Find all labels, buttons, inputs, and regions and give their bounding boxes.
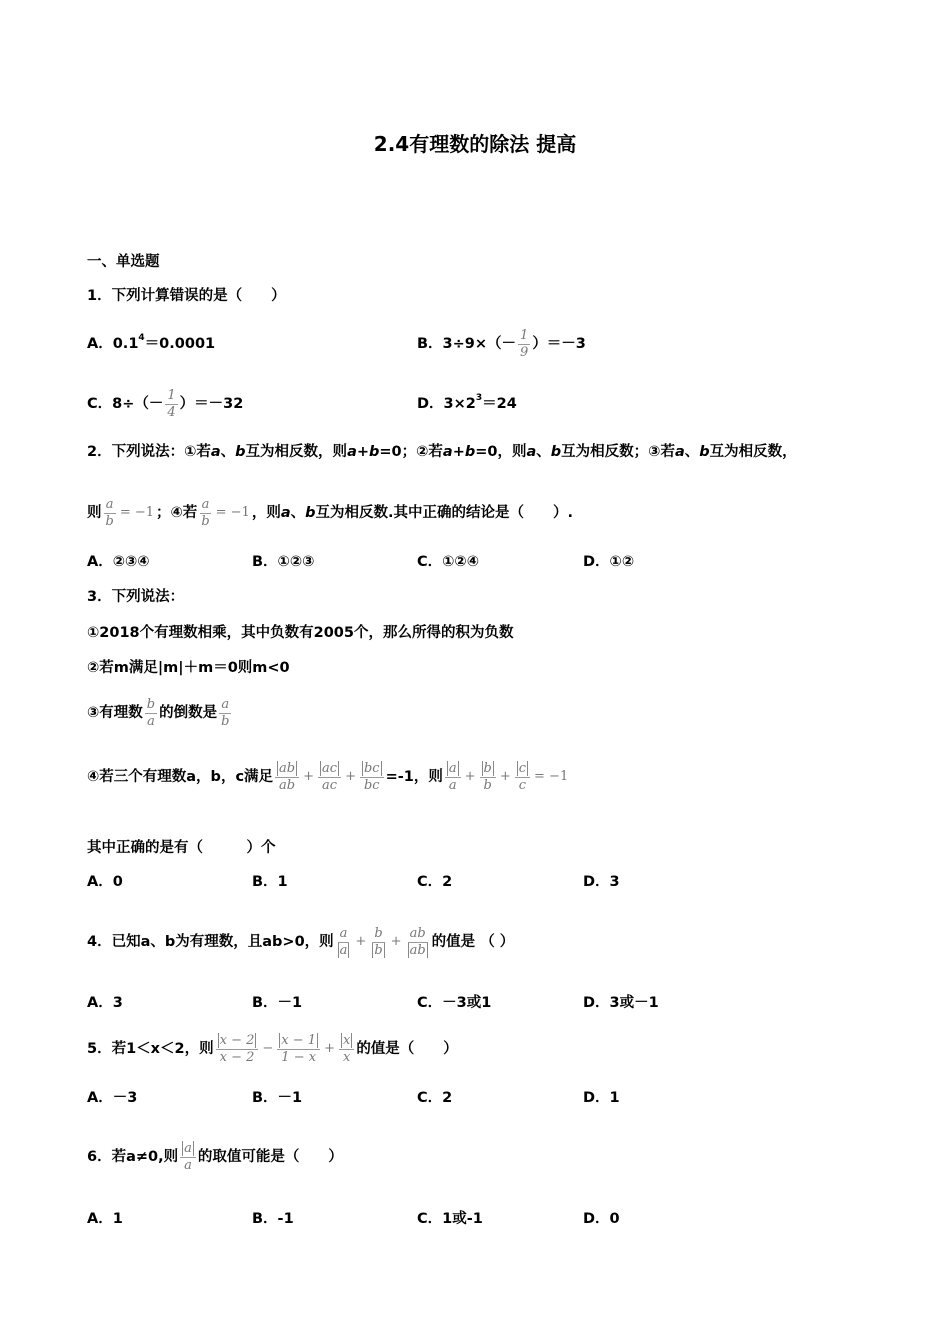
fraction: $\frac{ab}{ab}$	[409, 925, 426, 958]
fraction: $\frac{a}{b}$	[221, 696, 230, 729]
fraction: $\frac{1}{9}$	[520, 327, 529, 360]
q1-option-d[interactable]: D．$3\times 2^3=24$	[417, 393, 517, 412]
fraction: $\frac{a}{a}$	[339, 925, 348, 958]
q1-option-c[interactable]: C．8÷（－ $\frac{1}{4}$ ）＝－32	[87, 387, 244, 420]
q5-option-c[interactable]: C．2	[417, 1090, 453, 1106]
q2-option-d[interactable]: D．①②	[583, 554, 635, 570]
q4-option-a[interactable]: A．3	[87, 995, 123, 1011]
q2-option-c[interactable]: C．①②④	[417, 554, 479, 570]
fraction: $\frac{x - 2}{x - 2}$	[216, 1034, 259, 1064]
q2-option-b[interactable]: B．①②③	[252, 554, 315, 570]
q6-option-c[interactable]: C．1或-1	[417, 1211, 483, 1227]
q3-statement-1: ①2018个有理数相乘，其中负数有2005个，那么所得的积为负数	[87, 625, 514, 641]
q5-option-d[interactable]: D．1	[583, 1090, 620, 1106]
q3-tail: 其中正确的是有（ ）个	[87, 840, 276, 856]
q2-stem-line2: 则 $\frac{a}{b}$ = −1 ；④若 $\frac{a}{b}$ = −1 ，则a、b互为相反数.其中正确的结论是（ ）.	[87, 496, 574, 529]
fraction: $\frac{bc}{bc}$	[360, 762, 384, 792]
q1-stem: 1．下列计算错误的是（ ）	[87, 288, 286, 304]
q4-stem: 4．已知a、b为有理数，且ab>0，则 $\frac{a}{a}$ + $\frac{b}{b}$ + $\frac{ab}{ab}$ 的值是 （ ）	[87, 925, 515, 958]
fraction: $\frac{1}{4}$	[167, 387, 176, 420]
fraction: $\frac{b}{b}$	[374, 925, 383, 958]
q1-option-a[interactable]: A．$0.1^4=0.0001$	[87, 333, 216, 352]
q6-option-b[interactable]: B．-1	[252, 1211, 294, 1227]
fraction: $\frac{x - 1}{1 - x}$	[277, 1034, 320, 1064]
fraction: $\frac{a}{a}$	[180, 1142, 196, 1172]
q4-option-c[interactable]: C．－3或1	[417, 995, 492, 1011]
q6-option-a[interactable]: A．1	[87, 1211, 123, 1227]
fraction: $\frac{a}{b}$	[201, 496, 210, 529]
fraction: $\frac{ab}{ab}$	[275, 762, 299, 792]
q5-option-b[interactable]: B．－1	[252, 1090, 303, 1106]
fraction: $\frac{x}{x}$	[339, 1034, 354, 1064]
fraction: $\frac{c}{c}$	[515, 762, 530, 792]
q4-option-b[interactable]: B．－1	[252, 995, 303, 1011]
fraction: $\frac{b}{b}$	[480, 762, 496, 792]
fraction: $\frac{ac}{ac}$	[318, 762, 341, 792]
page-title: 2.4有理数的除法 提高	[373, 132, 577, 156]
q3-statement-4: ④若三个有理数a，b，c满足 $\frac{ab}{ab}$ + $\frac{ac}{ac}$ + $\frac{bc}{bc}$ =-1，则 $\frac{a}{a}$ + $\frac{b}{b}$ + $\frac{c}{c}$ = −1	[87, 760, 569, 793]
fraction: $\frac{a}{b}$	[105, 496, 114, 529]
q6-option-d[interactable]: D．0	[583, 1211, 620, 1227]
q3-statement-2: ②若m满足|m|＋m＝0则m<0	[87, 660, 290, 676]
q2-stem-line1: 2．下列说法：①若a、b互为相反数，则a+b=0；②若a+b=0，则a、b互为相反数；③若a、b互为相反数，	[87, 444, 797, 460]
q1-option-b[interactable]: B．3÷9×（－ $\frac{1}{9}$ ）＝－3	[417, 327, 586, 360]
q3-option-c[interactable]: C．2	[417, 874, 453, 890]
q3-option-a[interactable]: A．0	[87, 874, 123, 890]
q3-statement-3: ③有理数 $\frac{b}{a}$ 的倒数是 $\frac{a}{b}$	[87, 696, 230, 729]
q3-option-d[interactable]: D．3	[583, 874, 620, 890]
q5-stem: 5．若1＜x＜2，则 $\frac{x - 2}{x - 2}$ − $\frac{x - 1}{1 - x}$ + $\frac{x}{x}$ 的值是（ ）	[87, 1032, 458, 1065]
fraction: $\frac{b}{a}$	[146, 696, 156, 729]
q5-option-a[interactable]: A．－3	[87, 1090, 138, 1106]
q3-option-b[interactable]: B．1	[252, 874, 288, 890]
q2-option-a[interactable]: A．②③④	[87, 554, 150, 570]
q6-stem: 6．若a≠0,则 $\frac{a}{a}$ 的取值可能是（ ）	[87, 1140, 343, 1173]
q3-stem: 3．下列说法：	[87, 589, 185, 605]
fraction: $\frac{a}{a}$	[445, 762, 461, 792]
q4-option-d[interactable]: D．3或－1	[583, 995, 659, 1011]
section-heading: 一、单选题	[87, 254, 160, 270]
